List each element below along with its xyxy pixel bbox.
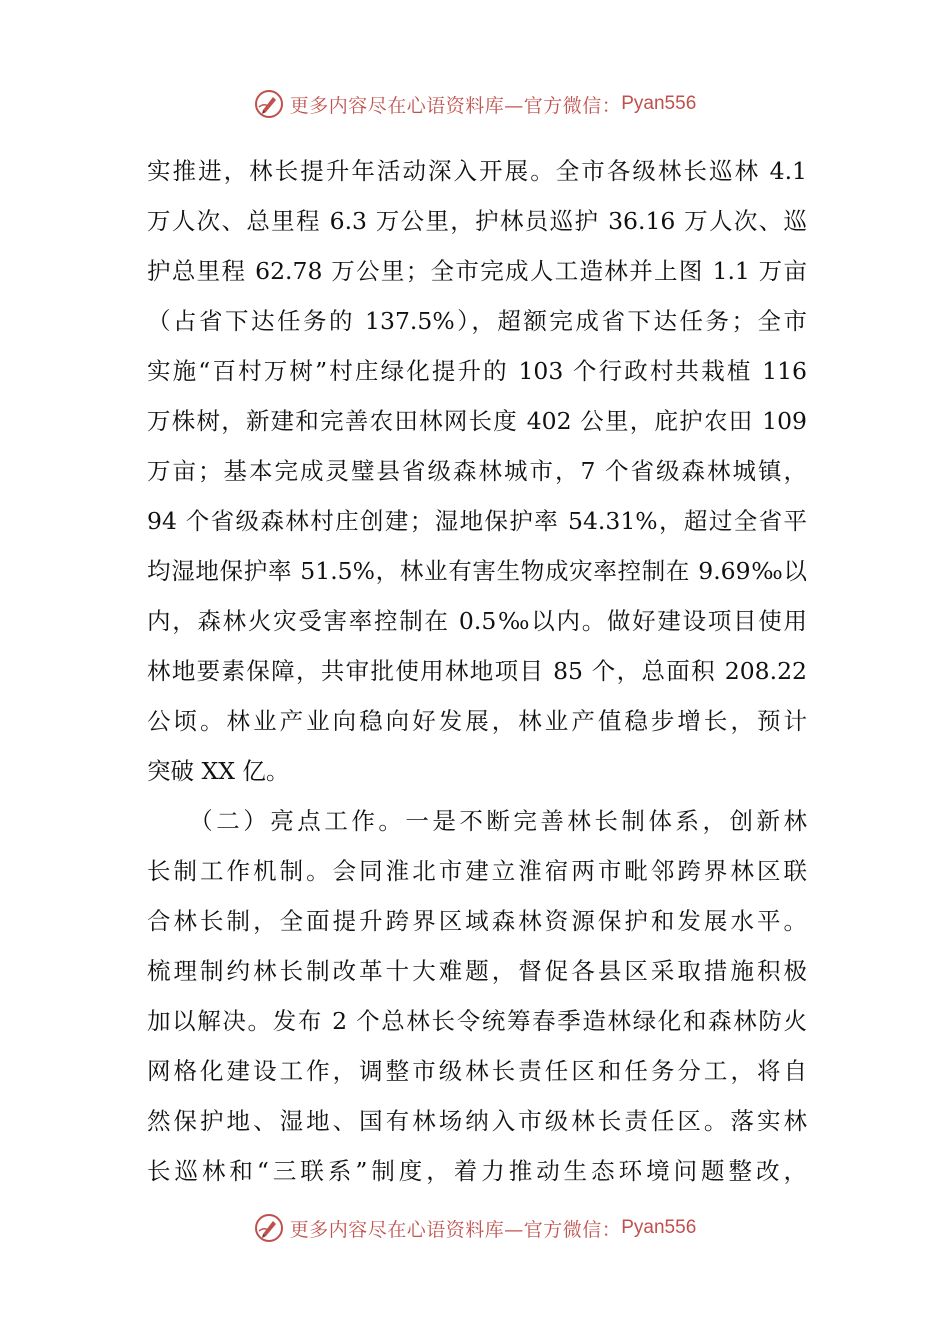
text-line: 护总里程 62.78 万公里；全市完成人工造林并上图 1.1 万亩	[147, 257, 807, 285]
document-body	[147, 146, 807, 1196]
text-line: 然保护地、湿地、国有林场纳入市级林长责任区。落实林	[147, 1107, 807, 1135]
text-line: 万人次、总里程 6.3 万公里，护林员巡护 36.16 万人次、巡	[147, 207, 807, 235]
text-line: （占省下达任务的 137.5%），超额完成省下达任务；全市	[147, 307, 807, 335]
text-line: 长巡林和“三联系”制度，着力推动生态环境问题整改，	[147, 1157, 807, 1185]
text-line: 梳理制约林长制改革十大难题，督促各县区采取措施积极	[147, 957, 807, 985]
text-line: 合林长制，全面提升跨界区域森林资源保护和发展水平。	[147, 907, 807, 935]
footer-watermark	[0, 1208, 950, 1248]
text-line: 林地要素保障，共审批使用林地项目 85 个，总面积 208.22	[147, 657, 807, 685]
watermark-text: 更多内容尽在心语资料库—官方微信：	[289, 1218, 622, 1241]
text-line: 万株树，新建和完善农田林网长度 402 公里，庇护农田 109	[147, 407, 807, 435]
text-line: 94 个省级森林村庄创建；湿地保护率 54.31%，超过全省平	[147, 507, 807, 535]
text-line: 公顷。林业产业向稳向好发展，林业产值稳步增长，预计	[147, 707, 807, 735]
paragraph	[147, 796, 807, 1196]
text-line: （二）亮点工作。一是不断完善林长制体系，创新林	[147, 807, 807, 835]
header-watermark	[0, 84, 950, 124]
text-line: 突破 XX 亿。	[147, 757, 290, 785]
text-line: 内，森林火灾受害率控制在 0.5‰以内。做好建设项目使用	[147, 607, 807, 635]
watermark-text: 更多内容尽在心语资料库—官方微信：	[289, 94, 622, 117]
text-line: 万亩；基本完成灵璧县省级森林城市，7 个省级森林城镇，	[147, 457, 807, 485]
text-line: 均湿地保护率 51.5%，林业有害生物成灾率控制在 9.69‰以	[147, 557, 807, 585]
watermark-wechat-id: Pyan556	[621, 1217, 697, 1238]
text-line: 实施“百村万树”村庄绿化提升的 103 个行政村共栽植 116	[147, 357, 807, 385]
text-line: 加以解决。发布 2 个总林长令统筹春季造林绿化和森林防火	[147, 1007, 807, 1035]
pen-logo-icon	[254, 1213, 284, 1243]
watermark-wechat-id: Pyan556	[621, 93, 697, 114]
text-line: 网格化建设工作，调整市级林长责任区和任务分工，将自	[147, 1057, 807, 1085]
pen-logo-icon	[254, 89, 284, 119]
paragraph	[147, 146, 807, 796]
text-line: 实推进，林长提升年活动深入开展。全市各级林长巡林 4.1	[147, 157, 807, 185]
text-line: 长制工作机制。会同淮北市建立淮宿两市毗邻跨界林区联	[147, 857, 807, 885]
